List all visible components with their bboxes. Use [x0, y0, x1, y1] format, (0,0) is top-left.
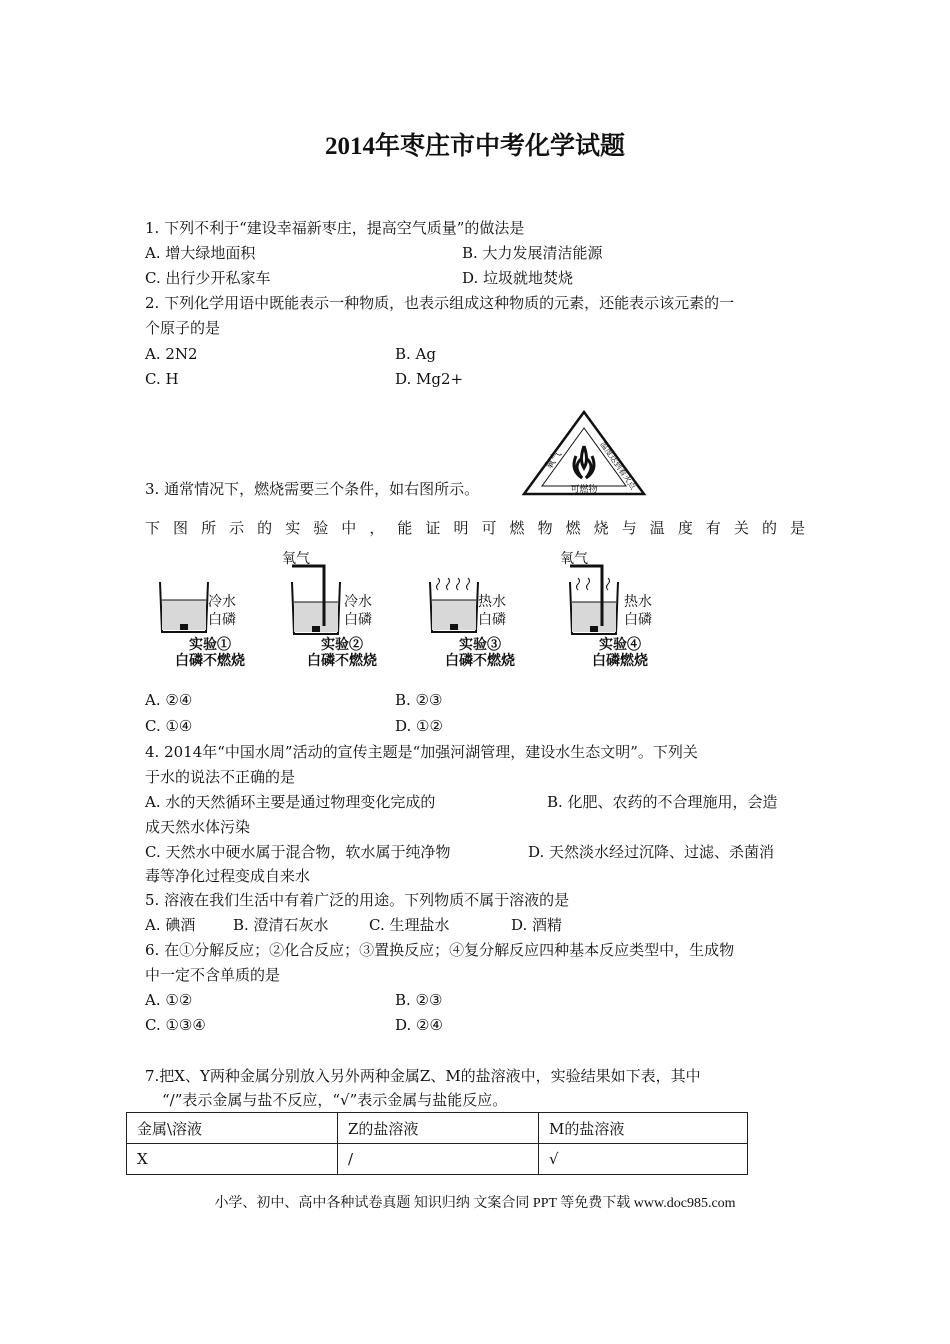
triangle-bottom-label: 可燃物 — [570, 485, 598, 495]
experiment-3 — [420, 546, 550, 671]
option-d: D. ②④ — [395, 1016, 443, 1034]
option-d: D. 天然淡水经过沉降、过滤、杀菌消 — [528, 843, 775, 861]
page-footer: 小学、初中、高中各种试卷真题 知识归纳 文案合同 PPT 等免费下载 www.doc985.com — [214, 1196, 736, 1211]
option-d: D. Mg2+ — [395, 370, 464, 388]
question-2-stem: 2. 下列化学用语中既能表示一种物质，也表示组成这种物质的元素，还能表示该元素的一 — [145, 294, 735, 312]
table-header-cell: M的盐溶液 — [539, 1113, 748, 1144]
option-b: B. 化肥、农药的不合理施用，会造 — [547, 793, 778, 811]
option-c: C. 天然水中硬水属于混合物，软水属于纯净物 — [145, 843, 451, 861]
table-cell: √ — [539, 1144, 748, 1175]
page-title: 2014年枣庄市中考化学试题 — [324, 133, 625, 160]
table-header-row — [127, 1113, 748, 1144]
beaker-icon — [158, 580, 210, 634]
table-cell: X — [127, 1144, 338, 1175]
experiment-1 — [150, 546, 280, 671]
water-label: 热水 — [478, 594, 506, 610]
beaker-with-tube-icon — [290, 564, 346, 636]
option-d: D. ①② — [395, 717, 443, 735]
experiment-result: 白磷不燃烧 — [445, 653, 515, 669]
question-6-stem: 6. 在①分解反应；②化合反应；③置换反应；④复分解反应四种基本反应类型中，生成物 — [145, 941, 735, 959]
triangle-right-label: 温度达到着火点 — [598, 439, 638, 492]
experiment-diagrams — [150, 546, 670, 671]
experiment-result: 白磷不燃烧 — [307, 653, 377, 669]
option-c: C. 出行少开私家车 — [145, 269, 271, 287]
option-d: D. 垃圾就地焚烧 — [462, 269, 574, 287]
gas-label: 氧气 — [560, 551, 588, 567]
experiment-name: 实验③ — [459, 637, 501, 653]
option-a: A. 水的天然循环主要是通过物理变化完成的 — [145, 793, 436, 811]
water-label: 冷水 — [208, 594, 236, 610]
solid-label: 白磷 — [208, 612, 236, 628]
option-b-cont: 成天然水体污染 — [145, 818, 251, 836]
option-c: C. ①④ — [145, 717, 193, 735]
experiment-name: 实验④ — [599, 637, 641, 653]
question-6-stem-cont: 中一定不含单质的是 — [145, 966, 281, 984]
option-d-cont: 毒等净化过程变成自来水 — [145, 867, 311, 885]
question-2-stem-cont: 个原子的是 — [145, 319, 221, 337]
experiment-result: 白磷燃烧 — [592, 653, 648, 669]
experiment-name: 实验① — [189, 637, 231, 653]
option-b: B. 澄清石灰水 — [233, 916, 329, 934]
gas-label: 氧气 — [282, 551, 310, 567]
table-cell: / — [338, 1144, 539, 1175]
solid-label: 白磷 — [344, 612, 372, 628]
experiment-name: 实验② — [321, 637, 363, 653]
option-a: A. 2N2 — [145, 345, 198, 363]
solid-label: 白磷 — [624, 612, 652, 628]
question-4-stem: 4. 2014年“中国水周”活动的宣传主题是“加强河湖管理，建设水生态文明”。下列关 — [145, 743, 698, 761]
option-a: A. 增大绿地面积 — [145, 244, 256, 262]
option-d: D. 酒精 — [511, 916, 563, 934]
option-a: A. ①② — [145, 991, 193, 1009]
fire-triangle-diagram — [520, 408, 648, 498]
option-b: B. ②③ — [395, 691, 443, 709]
option-c: C. 生理盐水 — [369, 916, 450, 934]
table-header-cell: 金属\溶液 — [127, 1113, 338, 1144]
question-5-stem: 5. 溶液在我们生活中有着广泛的用途。下列物质不属于溶液的是 — [145, 891, 570, 909]
water-label: 冷水 — [344, 594, 372, 610]
solid-label: 白磷 — [478, 612, 506, 628]
experiment-result: 白磷不燃烧 — [175, 653, 245, 669]
question-1-stem: 1. 下列不利于“建设幸福新枣庄，提高空气质量”的做法是 — [145, 219, 525, 237]
experiment-4 — [560, 546, 690, 671]
question-3-stem: 3. 通常情况下，燃烧需要三个条件，如右图所示。 — [145, 480, 480, 498]
question-7-stem: 7.把X、Y两种金属分别放入另外两种金属Z、M的盐溶液中，实验结果如下表，其中 — [145, 1067, 701, 1085]
option-b: B. ②③ — [395, 991, 443, 1009]
option-b: B. 大力发展清洁能源 — [462, 244, 603, 262]
option-a: A. 碘酒 — [145, 916, 196, 934]
beaker-hot-with-tube-icon — [568, 564, 624, 636]
table-row — [127, 1144, 748, 1175]
table-header-cell: Z的盐溶液 — [338, 1113, 539, 1144]
question-7-stem-cont: “/”表示金属与盐不反应，“√”表示金属与盐能反应。 — [162, 1091, 508, 1109]
results-table — [126, 1112, 748, 1175]
water-label: 热水 — [624, 594, 652, 610]
question-3-stem-cont: 下图所示的实验中，能证明可燃物燃烧与温度有关的是 — [145, 519, 805, 537]
option-b: B. Ag — [395, 345, 436, 363]
triangle-left-label: 氧气 — [543, 449, 564, 472]
experiment-2 — [282, 546, 412, 671]
option-c: C. H — [145, 370, 179, 388]
beaker-hot-icon — [428, 574, 480, 634]
question-4-stem-cont: 于水的说法不正确的是 — [145, 768, 296, 786]
option-c: C. ①③④ — [145, 1016, 206, 1034]
option-a: A. ②④ — [145, 691, 193, 709]
